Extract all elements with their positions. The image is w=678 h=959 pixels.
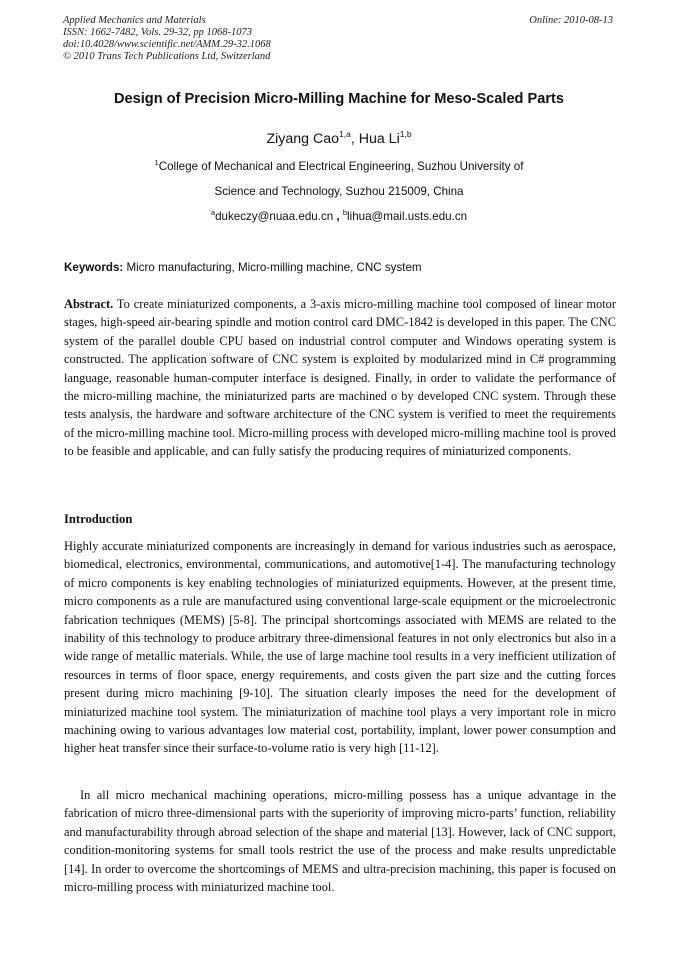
journal-name: Applied Mechanics and Materials [63,15,206,26]
keywords [64,261,616,274]
abstract [64,295,616,461]
author-superscript: 1,a [339,129,351,139]
abstract-label: Abstract. [64,297,114,311]
section-heading: Introduction [64,512,133,526]
abstract-text: To create miniaturized components, a 3-axis micro-milling machine tool composed of linear motor stages, high-speed air-bearing spindle and motion control card DMC-1842 is developed in this paper. The CNC system of the parallel double CPU based on industrial control computer and Windows operating system is constructed. The application software of CNC system is exploited by modularized mind in C# programming language, reasonable human-computer interface is designed. Finally, in order to validate the performance of the micro-milling machine, the miniaturized parts are machined o by developed CNC system. Through these tests analysis, the hardware and software architecture of the CNC system is verified to meet the requirements of the micro-milling machine tool. Micro-milling process with developed micro-milling machine tool is proved to be feasible and applicable, and can fully satisfy the producing requires of miniaturized components. [64,297,616,459]
paper-title: Design of Precision Micro-Milling Machine for Meso-Scaled Parts [113,91,565,107]
email-separator: , [333,210,343,223]
email-link[interactable]: dukeczy@nuaa.edu.cn [215,210,334,223]
affiliation-line-2: Science and Technology, Suzhou 215009, China [214,185,464,198]
affiliation-line-1 [0,160,678,173]
doi-line: doi:10.4028/www.scientific.net/AMM.29-32.1068 [63,39,271,50]
author-superscript: 1,b [399,129,412,139]
intro-paragraph-2: In all micro mechanical machining operations, micro-milling possess has a unique advantage in the fabrication of micro three-dimensional parts with the superiority of improving micro-parts’ function, reliability and manufacturability through abroad selection of the shape and material [13]. However, lack of CNC support, condition-monitoring systems for small tools restrict the use of the process and make results unpredictable [14]. In order to overcome the shortcomings of MEMS and ultra-precision machining, this paper is focused on micro-milling process with miniaturized machine tool. [64,788,616,895]
issn-line: ISSN: 1662-7482, Vols. 29-32, pp 1068-1073 [63,27,252,38]
online-date: Online: 2010-08-13 [529,15,613,26]
keywords-text: Micro manufacturing, Micro-milling machine, CNC system [123,261,422,274]
affiliation-text: College of Mechanical and Electrical Engineering, Suzhou University of [158,160,524,173]
intro-paragraph-1: Highly accurate miniaturized components are increasingly in demand for various industries such as aerospace, biomedical, electronics, environmental, communications, and automotive[1-4]. The manufacturing technology of micro components is key enabling technologies of miniaturized equipments. However, at the present time, micro components as a rule are manufactured using conventional large-scale equipment or the microelectronic fabrication techniques (MEMS) [5-8]. The principal shortcomings associated with MEMS are related to the inability of this technology to produce arbitrary three-dimensional features in not only electronics but also in a wide range of metallic materials. While, the use of large machine tool results in a very inefficient utilization of resources in terms of floor space, energy requirements, and costs given the part size and the cutting forces present during micro machining [9-10]. The situation clearly imposes the need for the development of miniaturized machine tool system. The miniaturization of machine tool plays a very important role in micro machining owing to various advantages low material cost, portability, implant, lower power consumption and higher heat transfer since their surface-to-volume ratio is very high [11-12]. [64,539,616,756]
author-name: Ziyang Cao [266,131,339,147]
email-superscript: a [210,208,216,217]
keywords-label: Keywords: [64,261,124,274]
author-separator: , [350,131,359,147]
copyright-line: © 2010 Trans Tech Publications Ltd, Switzerland [63,51,271,62]
email-link[interactable]: lihua@mail.usts.edu.cn [347,210,468,223]
email-line [0,210,678,223]
email-superscript: b [342,208,348,217]
author-line [0,131,678,147]
affiliation-superscript: 1 [154,158,159,167]
journal-header [63,15,271,63]
author-name: Hua Li [358,131,400,147]
